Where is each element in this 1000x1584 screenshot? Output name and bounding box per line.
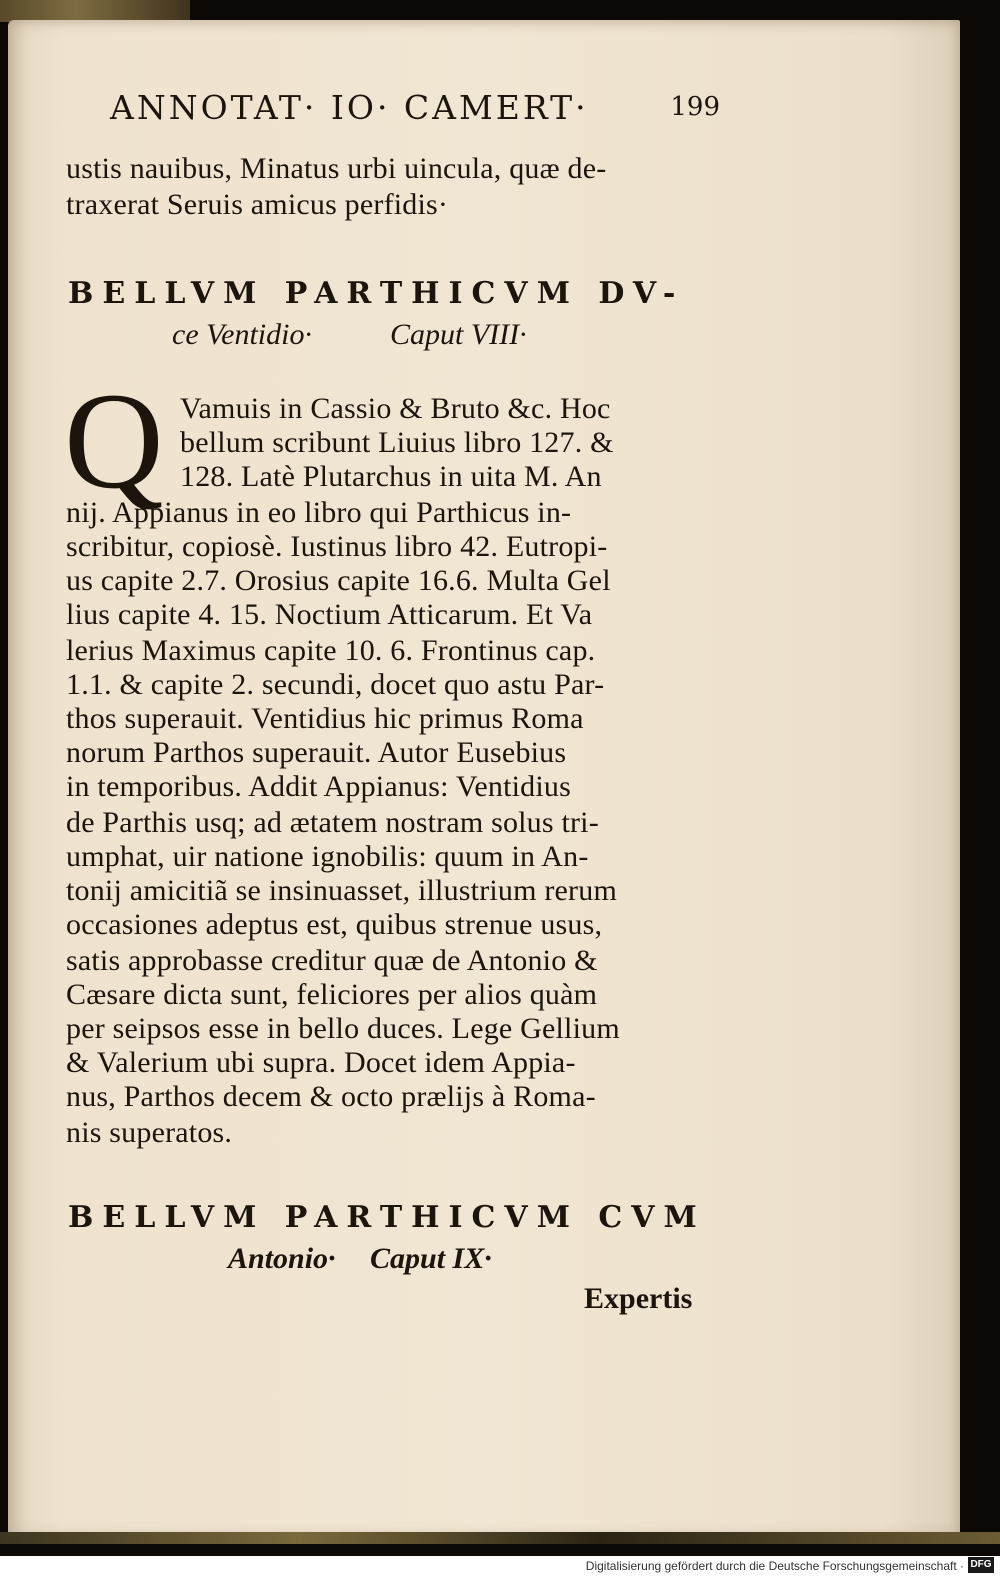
running-head xyxy=(110,88,720,127)
body-line: 1.1. & capite 2. secundi, docet quo astu Par- xyxy=(66,668,605,701)
section-subheading-viii-right: Caput VIII· xyxy=(390,318,527,351)
dfg-logo: DFG xyxy=(968,1557,994,1573)
body-line: lius capite 4. 15. Noctium Atticarum. Et Va xyxy=(66,598,593,631)
digitization-credit: Digitalisierung gefördert durch die Deutsche Forschungsgemeinschaft · xyxy=(585,1559,964,1573)
binding-edge-bottom xyxy=(0,1532,1000,1544)
body-line: us capite 2.7. Orosius capite 16.6. Multa Gel xyxy=(66,564,611,597)
body-line: occasiones adeptus est, quibus strenue usus, xyxy=(66,908,603,941)
section-heading-viii: BELLVM PARTHICVM DV- xyxy=(68,276,685,311)
body-line: tonij amicitiã se insinuasset, illustrium rerum xyxy=(66,874,617,907)
body-line: lerius Maximus capite 10. 6. Frontinus cap. xyxy=(66,634,596,667)
section-subheading-viii-left: ce Ventidio· xyxy=(172,318,312,351)
section-subheading-ix-right: Caput IX· xyxy=(370,1242,492,1275)
body-line: in temporibus. Addit Appianus: Ventidius xyxy=(66,770,571,803)
body-line: per seipsos esse in bello duces. Lege Gellium xyxy=(66,1012,620,1045)
section-heading-ix: BELLVM PARTHICVM CVM xyxy=(68,1200,706,1235)
body-line: nis superatos. xyxy=(66,1116,233,1149)
drop-cap: Q xyxy=(64,364,164,517)
body-line: de Parthis usq; ad ætatem nostram solus tri- xyxy=(66,806,599,839)
running-head-title: ANNOTAT· IO· CAMERT· xyxy=(110,88,589,127)
body-line: nus, Parthos decem & octo prælijs à Roma- xyxy=(66,1080,596,1113)
section-subheading-ix-left: Antonio· xyxy=(228,1242,336,1275)
opening-line: traxerat Seruis amicus perfidis· xyxy=(66,188,449,221)
body-line: Cæsare dicta sunt, feliciores per alios quàm xyxy=(66,978,598,1011)
body-line: & Valerium ubi supra. Docet idem Appia- xyxy=(66,1046,576,1079)
opening-line: ustis nauibus, Minatus urbi uincula, quæ de- xyxy=(66,152,607,185)
body-line: nij. Appianus in eo libro qui Parthicus in- xyxy=(66,496,572,529)
body-line: Vamuis in Cassio & Bruto &c. Hoc xyxy=(180,392,611,425)
body-line: norum Parthos superauit. Autor Eusebius xyxy=(66,736,567,769)
body-line: 128. Latè Plutarchus in uita M. An xyxy=(180,460,602,493)
binding-edge-top xyxy=(0,0,190,22)
body-line: bellum scribunt Liuius libro 127. & xyxy=(180,426,614,459)
page-number: 199 xyxy=(670,92,720,122)
body-line: scribitur, copiosè. Iustinus libro 42. Eutropi- xyxy=(66,530,608,563)
body-line: satis approbasse creditur quæ de Antonio & xyxy=(66,944,598,977)
body-line: thos superauit. Ventidius hic primus Roma xyxy=(66,702,584,735)
body-line: umphat, uir natione ignobilis: quum in An- xyxy=(66,840,589,873)
catchword: Expertis xyxy=(584,1282,693,1315)
